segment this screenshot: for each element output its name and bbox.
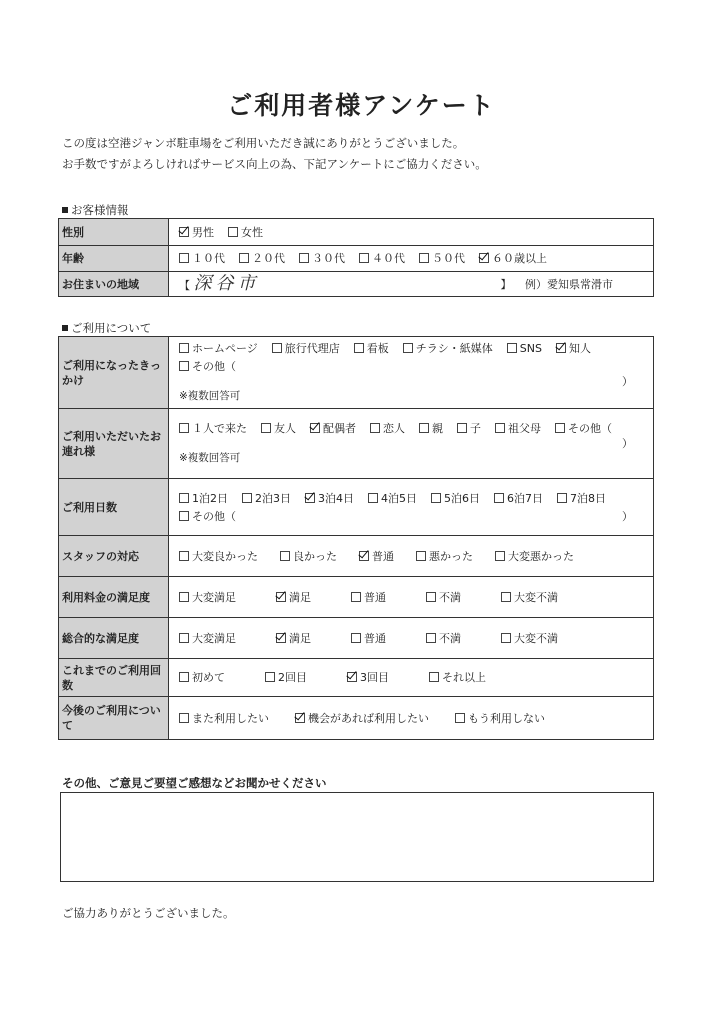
price-option[interactable] bbox=[179, 590, 236, 605]
trigger-option-label: 看板 bbox=[366, 342, 389, 355]
checkbox-icon[interactable] bbox=[280, 551, 290, 561]
checked-checkbox-icon[interactable] bbox=[479, 253, 489, 263]
companion-option-label: 祖父母 bbox=[508, 422, 541, 435]
checkbox-icon[interactable] bbox=[429, 672, 439, 682]
checkbox-icon[interactable] bbox=[179, 551, 189, 561]
age-option[interactable] bbox=[179, 251, 225, 266]
checkbox-icon[interactable] bbox=[179, 493, 189, 503]
staff-option-label: 良かった bbox=[293, 549, 337, 563]
days-label: ご利用日数 bbox=[59, 479, 169, 536]
staff-option[interactable] bbox=[280, 549, 337, 564]
checkbox-icon[interactable] bbox=[179, 423, 189, 433]
price-cell bbox=[169, 577, 654, 618]
companion-option[interactable] bbox=[370, 421, 405, 436]
checkbox-icon[interactable] bbox=[557, 493, 567, 503]
overall-option[interactable] bbox=[179, 631, 236, 646]
overall-option[interactable] bbox=[351, 631, 386, 646]
future-option-label: もう利用しない bbox=[468, 711, 545, 725]
checkbox-icon[interactable] bbox=[179, 633, 189, 643]
usage-table bbox=[58, 336, 654, 740]
customer-info-table bbox=[58, 218, 654, 297]
checked-checkbox-icon[interactable] bbox=[347, 672, 357, 682]
days-option-label: 3泊4日 bbox=[318, 491, 354, 505]
area-cell bbox=[169, 272, 654, 297]
companion-option-label: 子 bbox=[470, 422, 481, 435]
area-label: お住まいの地域 bbox=[59, 272, 169, 297]
checked-checkbox-icon[interactable] bbox=[556, 343, 566, 353]
days-option-label: 1泊2日 bbox=[192, 491, 228, 505]
age-option-label: ２０代 bbox=[252, 252, 285, 265]
staff-label: スタッフの対応 bbox=[59, 536, 169, 577]
companion-note: ※複数回答可 bbox=[179, 452, 241, 464]
checkbox-icon[interactable] bbox=[416, 551, 426, 561]
checkbox-icon[interactable] bbox=[261, 423, 271, 433]
age-option[interactable] bbox=[239, 251, 285, 266]
trigger-option[interactable] bbox=[179, 341, 258, 356]
overall-option-label: 不満 bbox=[439, 631, 461, 645]
companion-option[interactable] bbox=[261, 421, 296, 436]
trigger-option-label: ホームページ bbox=[192, 342, 258, 355]
future-option[interactable] bbox=[295, 711, 429, 726]
trigger-option[interactable] bbox=[354, 341, 389, 356]
days-option-label: 6泊7日 bbox=[507, 491, 543, 505]
intro-line-1: この度は空港ジャンボ駐車場をご利用いただき誠にありがとうございました。 bbox=[62, 136, 465, 150]
checkbox-icon[interactable] bbox=[457, 423, 467, 433]
days-option[interactable] bbox=[494, 491, 543, 506]
checkbox-icon[interactable] bbox=[299, 253, 309, 263]
gender-option[interactable] bbox=[179, 225, 214, 240]
days-option-label: 5泊6日 bbox=[444, 491, 480, 505]
staff-option[interactable] bbox=[359, 549, 394, 564]
checkbox-icon[interactable] bbox=[494, 493, 504, 503]
overall-option[interactable] bbox=[276, 631, 311, 646]
companion-cell bbox=[169, 409, 654, 479]
price-option[interactable] bbox=[426, 590, 461, 605]
companion-options bbox=[179, 421, 653, 436]
overall-option-label: 普通 bbox=[364, 631, 386, 645]
usage-section-title: ご利用について bbox=[71, 321, 152, 335]
comment-label: その他、ご意見ご要望ご感想などお聞かせください bbox=[62, 776, 327, 790]
checkbox-icon[interactable] bbox=[431, 493, 441, 503]
trigger-label: ご利用になったきっかけ bbox=[59, 337, 169, 409]
visits-option[interactable] bbox=[429, 670, 486, 685]
visits-options bbox=[179, 670, 653, 685]
overall-option-label: 満足 bbox=[289, 631, 311, 645]
checkbox-icon[interactable] bbox=[501, 592, 511, 602]
staff-option[interactable] bbox=[495, 549, 574, 564]
checkbox-icon[interactable] bbox=[179, 713, 189, 723]
companion-option[interactable] bbox=[555, 421, 612, 436]
days-option[interactable] bbox=[368, 491, 417, 506]
checkbox-icon[interactable] bbox=[455, 713, 465, 723]
trigger-close-paren: ） bbox=[622, 375, 633, 388]
staff-option-label: 悪かった bbox=[429, 549, 473, 563]
companion-option-label: 恋人 bbox=[383, 422, 405, 435]
companion-option-label: 親 bbox=[432, 422, 443, 435]
gender-cell bbox=[169, 219, 654, 246]
customer-section-heading bbox=[62, 202, 129, 218]
days-option[interactable] bbox=[242, 491, 291, 506]
checked-checkbox-icon[interactable] bbox=[276, 633, 286, 643]
bracket-open: 【 bbox=[179, 278, 190, 292]
age-option-label: ３０代 bbox=[312, 252, 345, 265]
days-option[interactable] bbox=[179, 491, 228, 506]
checked-checkbox-icon[interactable] bbox=[305, 493, 315, 503]
checkbox-icon[interactable] bbox=[351, 592, 361, 602]
visits-cell bbox=[169, 659, 654, 697]
square-bullet-icon bbox=[62, 325, 68, 331]
gender-label: 性別 bbox=[59, 219, 169, 246]
checkbox-icon[interactable] bbox=[179, 592, 189, 602]
future-option[interactable] bbox=[455, 711, 545, 726]
trigger-option-label: その他（ bbox=[192, 360, 236, 373]
usage-section-heading bbox=[62, 320, 151, 336]
bracket-close: 】 bbox=[500, 277, 512, 291]
overall-option[interactable] bbox=[426, 631, 461, 646]
checkbox-icon[interactable] bbox=[354, 343, 364, 353]
overall-cell bbox=[169, 618, 654, 659]
companion-option[interactable] bbox=[179, 421, 247, 436]
checkbox-icon[interactable] bbox=[179, 343, 189, 353]
companion-option-label: 友人 bbox=[274, 422, 296, 435]
future-option-label: また利用したい bbox=[192, 711, 269, 725]
price-option[interactable] bbox=[351, 590, 386, 605]
age-option[interactable] bbox=[479, 251, 547, 266]
price-option-label: 満足 bbox=[289, 590, 311, 604]
checkbox-icon[interactable] bbox=[495, 551, 505, 561]
visits-option[interactable] bbox=[347, 670, 389, 685]
checkbox-icon[interactable] bbox=[501, 633, 511, 643]
checkbox-icon[interactable] bbox=[272, 343, 282, 353]
price-option-label: 大変満足 bbox=[192, 590, 236, 604]
trigger-option[interactable] bbox=[179, 359, 236, 374]
checkbox-icon[interactable] bbox=[507, 343, 517, 353]
days-option-label: 2泊3日 bbox=[255, 491, 291, 505]
companion-option[interactable] bbox=[457, 421, 481, 436]
checked-checkbox-icon[interactable] bbox=[359, 551, 369, 561]
checkbox-icon[interactable] bbox=[419, 423, 429, 433]
future-option[interactable] bbox=[179, 711, 269, 726]
days-cell bbox=[169, 479, 654, 536]
age-option[interactable] bbox=[299, 251, 345, 266]
days-option-label: 4泊5日 bbox=[381, 491, 417, 505]
checkbox-icon[interactable] bbox=[370, 423, 380, 433]
square-bullet-icon bbox=[62, 207, 68, 213]
price-option-label: 不満 bbox=[439, 590, 461, 604]
area-example: 例）愛知県常滑市 bbox=[525, 277, 613, 291]
checkbox-icon[interactable] bbox=[555, 423, 565, 433]
gender-option-label: 女性 bbox=[241, 225, 263, 239]
companion-label: ご利用いただいたお連れ様 bbox=[59, 409, 169, 479]
days-option-label: その他（ bbox=[192, 509, 236, 523]
checkbox-icon[interactable] bbox=[426, 592, 436, 602]
price-option-label: 大変不満 bbox=[514, 590, 558, 604]
gender-option[interactable] bbox=[228, 225, 263, 240]
checkbox-icon[interactable] bbox=[426, 633, 436, 643]
age-option[interactable] bbox=[419, 251, 465, 266]
future-option-label: 機会があれば利用したい bbox=[308, 711, 429, 725]
companion-option[interactable] bbox=[495, 421, 541, 436]
area-field[interactable] bbox=[179, 272, 260, 294]
checkbox-icon[interactable] bbox=[419, 253, 429, 263]
staff-option[interactable] bbox=[416, 549, 473, 564]
overall-options bbox=[179, 631, 653, 646]
visits-option[interactable] bbox=[179, 670, 225, 685]
days-option[interactable] bbox=[557, 491, 606, 506]
trigger-option[interactable] bbox=[556, 341, 591, 356]
checkbox-icon[interactable] bbox=[239, 253, 249, 263]
companion-option-label: １人で来た bbox=[192, 422, 247, 435]
price-label: 利用料金の満足度 bbox=[59, 577, 169, 618]
age-option-label: ４０代 bbox=[372, 252, 405, 265]
overall-option[interactable] bbox=[501, 631, 558, 646]
trigger-options bbox=[179, 341, 653, 374]
price-option[interactable] bbox=[276, 590, 311, 605]
area-handwritten-value: 深谷市 bbox=[193, 272, 260, 294]
checked-checkbox-icon[interactable] bbox=[295, 713, 305, 723]
days-option[interactable] bbox=[305, 491, 354, 506]
visits-option[interactable] bbox=[265, 670, 307, 685]
visits-label: これまでのご利用回数 bbox=[59, 659, 169, 697]
future-cell bbox=[169, 697, 654, 740]
price-options bbox=[179, 590, 653, 605]
checked-checkbox-icon[interactable] bbox=[310, 423, 320, 433]
days-option-label: 7泊8日 bbox=[570, 491, 606, 505]
checked-checkbox-icon[interactable] bbox=[179, 227, 189, 237]
visits-option-label: 2回目 bbox=[278, 671, 307, 684]
days-close-paren: ） bbox=[622, 509, 633, 523]
companion-option-label: 配偶者 bbox=[323, 422, 356, 435]
trigger-option[interactable] bbox=[272, 341, 340, 356]
age-options bbox=[179, 251, 653, 266]
days-option[interactable] bbox=[179, 509, 236, 524]
visits-option-label: 初めて bbox=[192, 671, 225, 684]
checkbox-icon[interactable] bbox=[403, 343, 413, 353]
intro-line-2: お手数ですがよろしければサービス向上の為、下記アンケートにご協力ください。 bbox=[62, 157, 487, 171]
trigger-option-label: 旅行代理店 bbox=[284, 342, 340, 355]
checkbox-icon[interactable] bbox=[242, 493, 252, 503]
checkbox-icon[interactable] bbox=[351, 633, 361, 643]
checkbox-icon[interactable] bbox=[179, 361, 189, 371]
visits-option-label: 3回目 bbox=[360, 671, 389, 684]
trigger-option-label: チラシ・紙媒体 bbox=[415, 342, 493, 355]
price-option-label: 普通 bbox=[364, 590, 386, 604]
staff-cell bbox=[169, 536, 654, 577]
staff-option-label: 大変悪かった bbox=[508, 549, 574, 563]
age-option[interactable] bbox=[359, 251, 405, 266]
age-option-label: ６０歳以上 bbox=[492, 252, 547, 265]
age-option-label: １０代 bbox=[192, 252, 225, 265]
staff-option-label: 大変良かった bbox=[192, 549, 258, 563]
age-cell bbox=[169, 246, 654, 272]
overall-option-label: 大変不満 bbox=[514, 631, 558, 645]
trigger-option[interactable] bbox=[507, 341, 542, 356]
checkbox-icon[interactable] bbox=[368, 493, 378, 503]
overall-option-label: 大変満足 bbox=[192, 631, 236, 645]
checked-checkbox-icon[interactable] bbox=[276, 592, 286, 602]
gender-option-label: 男性 bbox=[192, 225, 214, 239]
staff-option-label: 普通 bbox=[372, 549, 394, 563]
checkbox-icon[interactable] bbox=[179, 511, 189, 521]
future-options bbox=[179, 711, 653, 726]
checkbox-icon[interactable] bbox=[265, 672, 275, 682]
age-label: 年齢 bbox=[59, 246, 169, 272]
trigger-option[interactable] bbox=[403, 341, 493, 356]
closing-message: ご協力ありがとうございました。 bbox=[62, 906, 235, 920]
companion-option-label: その他（ bbox=[568, 422, 612, 435]
page-title: ご利用者様アンケート bbox=[227, 91, 496, 120]
checkbox-icon[interactable] bbox=[495, 423, 505, 433]
age-option-label: ５０代 bbox=[432, 252, 465, 265]
trigger-option-label: 知人 bbox=[568, 342, 591, 355]
companion-option[interactable] bbox=[419, 421, 443, 436]
trigger-cell bbox=[169, 337, 654, 409]
gender-options bbox=[179, 225, 653, 240]
customer-section-title: お客様情報 bbox=[71, 203, 129, 217]
checkbox-icon[interactable] bbox=[179, 253, 189, 263]
days-option[interactable] bbox=[431, 491, 480, 506]
visits-option-label: それ以上 bbox=[442, 671, 486, 684]
companion-close-paren: ） bbox=[622, 437, 633, 450]
checkbox-icon[interactable] bbox=[228, 227, 238, 237]
overall-label: 総合的な満足度 bbox=[59, 618, 169, 659]
price-option[interactable] bbox=[501, 590, 558, 605]
staff-option[interactable] bbox=[179, 549, 258, 564]
trigger-option-label: SNS bbox=[519, 342, 542, 355]
staff-options bbox=[179, 549, 653, 564]
checkbox-icon[interactable] bbox=[179, 672, 189, 682]
comment-textarea[interactable] bbox=[60, 792, 654, 882]
future-label: 今後のご利用について bbox=[59, 697, 169, 740]
trigger-note: ※複数回答可 bbox=[179, 390, 241, 402]
companion-option[interactable] bbox=[310, 421, 356, 436]
checkbox-icon[interactable] bbox=[359, 253, 369, 263]
